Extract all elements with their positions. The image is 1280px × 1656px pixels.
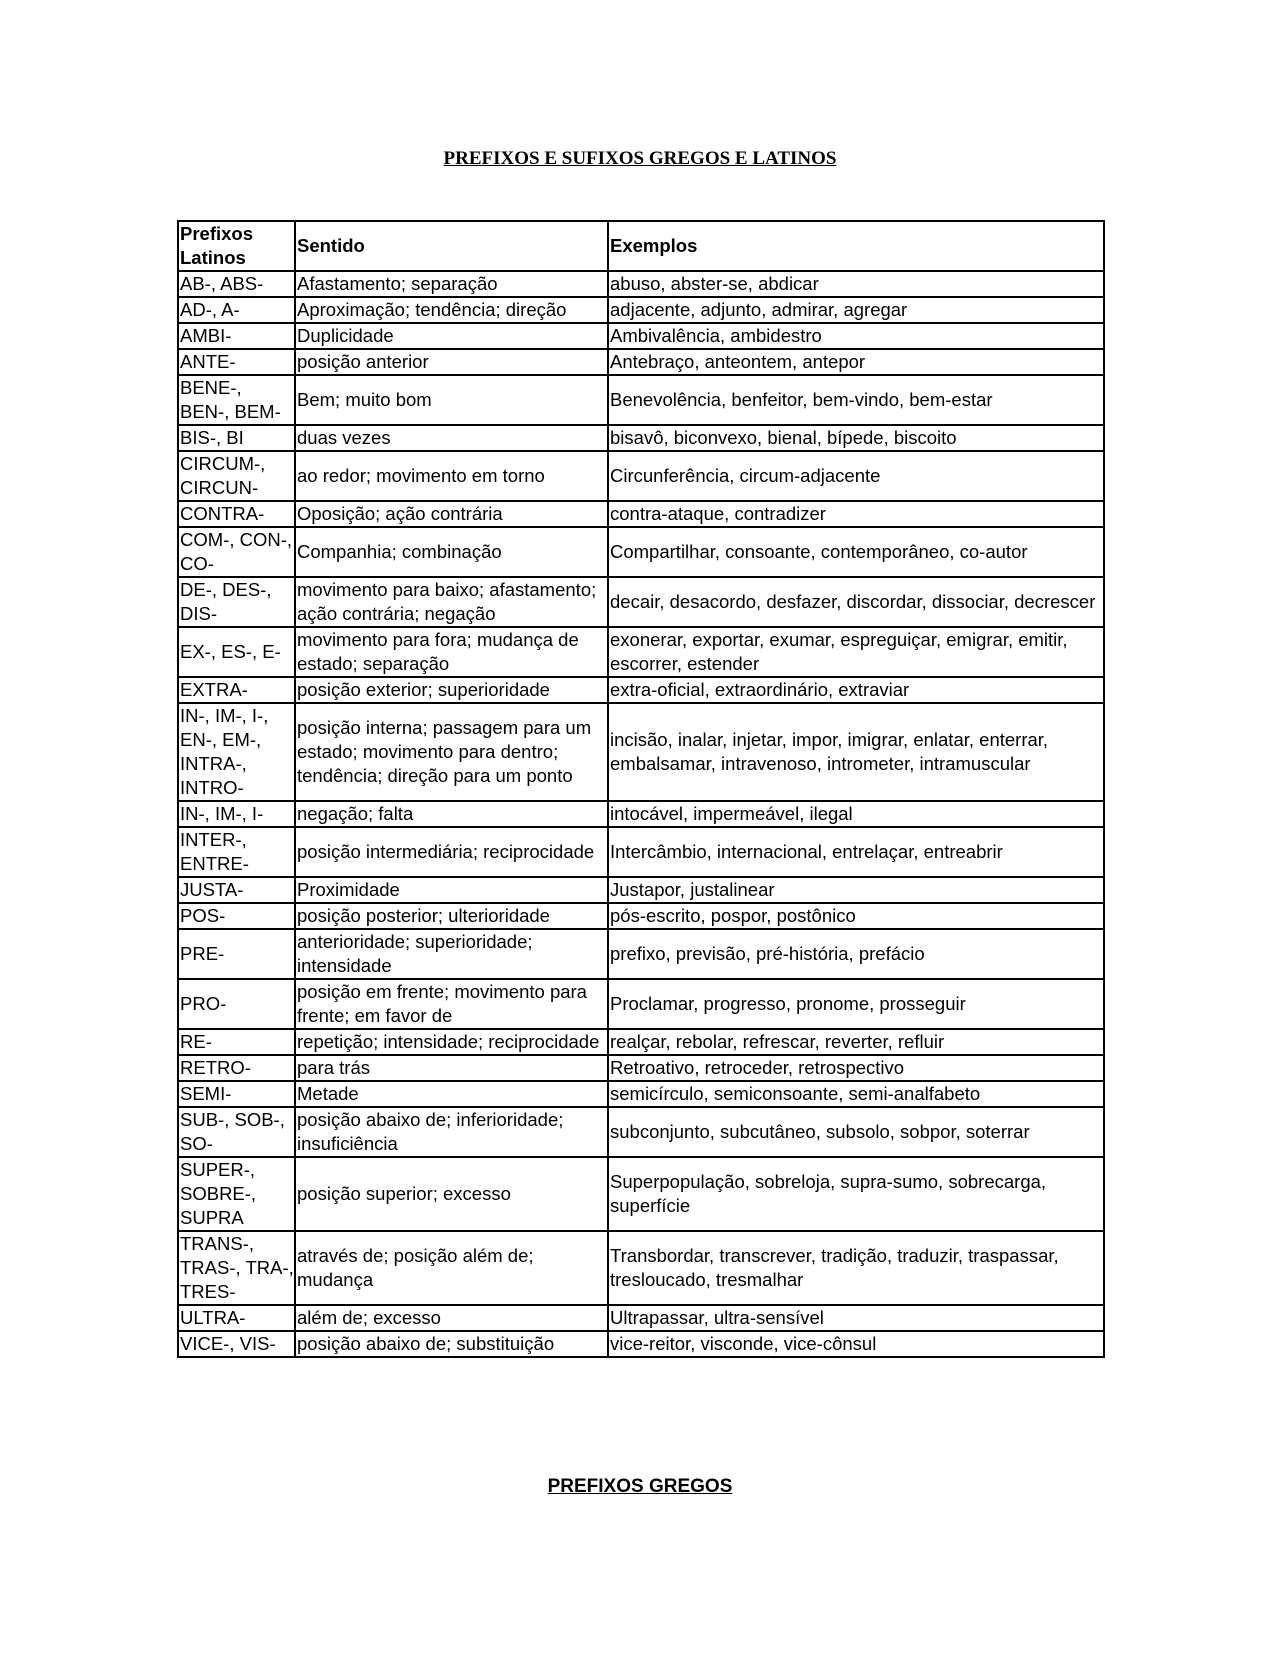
table-header-row [178, 221, 1104, 271]
table-row [178, 903, 1104, 929]
prefix-cell: IN-, IM-, I-, EN-, EM-, INTRA-, INTRO- [178, 703, 295, 801]
examples-cell: exonerar, exportar, exumar, espreguiçar, emigrar, emitir, escorrer, estender [608, 627, 1104, 677]
table-row [178, 349, 1104, 375]
meaning-cell: Bem; muito bom [295, 375, 608, 425]
examples-cell: Ultrapassar, ultra-sensível [608, 1305, 1104, 1331]
meaning-cell: Proximidade [295, 877, 608, 903]
table-row [178, 929, 1104, 979]
table-row [178, 877, 1104, 903]
prefix-cell: COM-, CON-, CO- [178, 527, 295, 577]
prefix-cell: EXTRA- [178, 677, 295, 703]
prefix-cell: ANTE- [178, 349, 295, 375]
table-row [178, 1081, 1104, 1107]
examples-cell: Proclamar, progresso, pronome, prosseguir [608, 979, 1104, 1029]
table-row [178, 627, 1104, 677]
examples-cell: Retroativo, retroceder, retrospectivo [608, 1055, 1104, 1081]
meaning-cell: para trás [295, 1055, 608, 1081]
examples-cell: realçar, rebolar, refrescar, reverter, refluir [608, 1029, 1104, 1055]
prefix-cell: PRE- [178, 929, 295, 979]
table-row [178, 827, 1104, 877]
document-title: PREFIXOS E SUFIXOS GREGOS E LATINOS [443, 148, 837, 169]
table-row [178, 527, 1104, 577]
prefix-cell: SEMI- [178, 1081, 295, 1107]
examples-cell: adjacente, adjunto, admirar, agregar [608, 297, 1104, 323]
header-exemplos: Exemplos [608, 221, 1104, 271]
prefix-cell: SUPER-, SOBRE-, SUPRA [178, 1157, 295, 1231]
meaning-cell: posição em frente; movimento para frente; em favor de [295, 979, 608, 1029]
prefix-cell: AB-, ABS- [178, 271, 295, 297]
prefix-cell: PRO- [178, 979, 295, 1029]
prefix-cell: POS- [178, 903, 295, 929]
meaning-cell: anterioridade; superioridade; intensidade [295, 929, 608, 979]
prefix-cell: INTER-, ENTRE- [178, 827, 295, 877]
prefix-cell: EX-, ES-, E- [178, 627, 295, 677]
prefix-cell: DE-, DES-, DIS- [178, 577, 295, 627]
table-row [178, 323, 1104, 349]
prefix-cell: VICE-, VIS- [178, 1331, 295, 1357]
examples-cell: Ambivalência, ambidestro [608, 323, 1104, 349]
meaning-cell: Metade [295, 1081, 608, 1107]
meaning-cell: posição intermediária; reciprocidade [295, 827, 608, 877]
meaning-cell: posição abaixo de; inferioridade; insuficiência [295, 1107, 608, 1157]
header-prefixos-latinos: Prefixos Latinos [178, 221, 295, 271]
prefix-cell: TRANS-, TRAS-, TRA-, TRES- [178, 1231, 295, 1305]
examples-cell: Transbordar, transcrever, tradição, traduzir, traspassar, tresloucado, tresmalhar [608, 1231, 1104, 1305]
examples-cell: subconjunto, subcutâneo, subsolo, sobpor, soterrar [608, 1107, 1104, 1157]
examples-cell: Justapor, justalinear [608, 877, 1104, 903]
meaning-cell: duas vezes [295, 425, 608, 451]
table-row [178, 1029, 1104, 1055]
table-row [178, 271, 1104, 297]
examples-cell: intocável, impermeável, ilegal [608, 801, 1104, 827]
table-row [178, 979, 1104, 1029]
prefix-cell: SUB-, SOB-, SO- [178, 1107, 295, 1157]
examples-cell: semicírculo, semiconsoante, semi-analfabeto [608, 1081, 1104, 1107]
meaning-cell: movimento para baixo; afastamento; ação contrária; negação [295, 577, 608, 627]
table-row [178, 297, 1104, 323]
examples-cell: decair, desacordo, desfazer, discordar, dissociar, decrescer [608, 577, 1104, 627]
examples-cell: Superpopulação, sobreloja, supra-sumo, sobrecarga, superfície [608, 1157, 1104, 1231]
table-row [178, 1107, 1104, 1157]
table-row [178, 801, 1104, 827]
table-row [178, 1157, 1104, 1231]
prefix-cell: CIRCUM-, CIRCUN- [178, 451, 295, 501]
examples-cell: abuso, abster-se, abdicar [608, 271, 1104, 297]
meaning-cell: Duplicidade [295, 323, 608, 349]
meaning-cell: posição abaixo de; substituição [295, 1331, 608, 1357]
table-row [178, 375, 1104, 425]
prefix-cell: BIS-, BI [178, 425, 295, 451]
table-row [178, 501, 1104, 527]
meaning-cell: repetição; intensidade; reciprocidade [295, 1029, 608, 1055]
prefix-cell: BENE-, BEN-, BEM- [178, 375, 295, 425]
meaning-cell: posição exterior; superioridade [295, 677, 608, 703]
meaning-cell: posição superior; excesso [295, 1157, 608, 1231]
examples-cell: vice-reitor, visconde, vice-cônsul [608, 1331, 1104, 1357]
examples-cell: Intercâmbio, internacional, entrelaçar, entreabrir [608, 827, 1104, 877]
meaning-cell: Aproximação; tendência; direção [295, 297, 608, 323]
table-body [178, 271, 1104, 1357]
prefix-cell: AMBI- [178, 323, 295, 349]
meaning-cell: posição anterior [295, 349, 608, 375]
table-row [178, 425, 1104, 451]
examples-cell: prefixo, previsão, pré-história, prefácio [608, 929, 1104, 979]
meaning-cell: Oposição; ação contrária [295, 501, 608, 527]
table-row [178, 703, 1104, 801]
table-row [178, 451, 1104, 501]
examples-cell: incisão, inalar, injetar, impor, imigrar, enlatar, enterrar, embalsamar, intravenoso, intrometer, intramuscular [608, 703, 1104, 801]
examples-cell: extra-oficial, extraordinário, extraviar [608, 677, 1104, 703]
prefix-cell: IN-, IM-, I- [178, 801, 295, 827]
section-heading-prefixos-gregos: PREFIXOS GREGOS [547, 1476, 733, 1497]
meaning-cell: posição posterior; ulterioridade [295, 903, 608, 929]
examples-cell: Circunferência, circum-adjacente [608, 451, 1104, 501]
table-row [178, 1055, 1104, 1081]
examples-cell: Benevolência, benfeitor, bem-vindo, bem-estar [608, 375, 1104, 425]
meaning-cell: ao redor; movimento em torno [295, 451, 608, 501]
prefix-cell: AD-, A- [178, 297, 295, 323]
table-row [178, 1331, 1104, 1357]
table-row [178, 577, 1104, 627]
examples-cell: bisavô, biconvexo, bienal, bípede, biscoito [608, 425, 1104, 451]
meaning-cell: Companhia; combinação [295, 527, 608, 577]
table-row [178, 677, 1104, 703]
meaning-cell: negação; falta [295, 801, 608, 827]
meaning-cell: através de; posição além de; mudança [295, 1231, 608, 1305]
prefix-cell: RE- [178, 1029, 295, 1055]
prefix-cell: JUSTA- [178, 877, 295, 903]
examples-cell: Antebraço, anteontem, antepor [608, 349, 1104, 375]
examples-cell: contra-ataque, contradizer [608, 501, 1104, 527]
table-row [178, 1305, 1104, 1331]
meaning-cell: posição interna; passagem para um estado; movimento para dentro; tendência; direção para um ponto [295, 703, 608, 801]
prefix-cell: CONTRA- [178, 501, 295, 527]
meaning-cell: Afastamento; separação [295, 271, 608, 297]
latin-prefixes-table [177, 220, 1105, 1358]
meaning-cell: além de; excesso [295, 1305, 608, 1331]
prefix-cell: RETRO- [178, 1055, 295, 1081]
examples-cell: Compartilhar, consoante, contemporâneo, co-autor [608, 527, 1104, 577]
header-sentido: Sentido [295, 221, 608, 271]
examples-cell: pós-escrito, pospor, postônico [608, 903, 1104, 929]
meaning-cell: movimento para fora; mudança de estado; separação [295, 627, 608, 677]
prefix-cell: ULTRA- [178, 1305, 295, 1331]
table-row [178, 1231, 1104, 1305]
